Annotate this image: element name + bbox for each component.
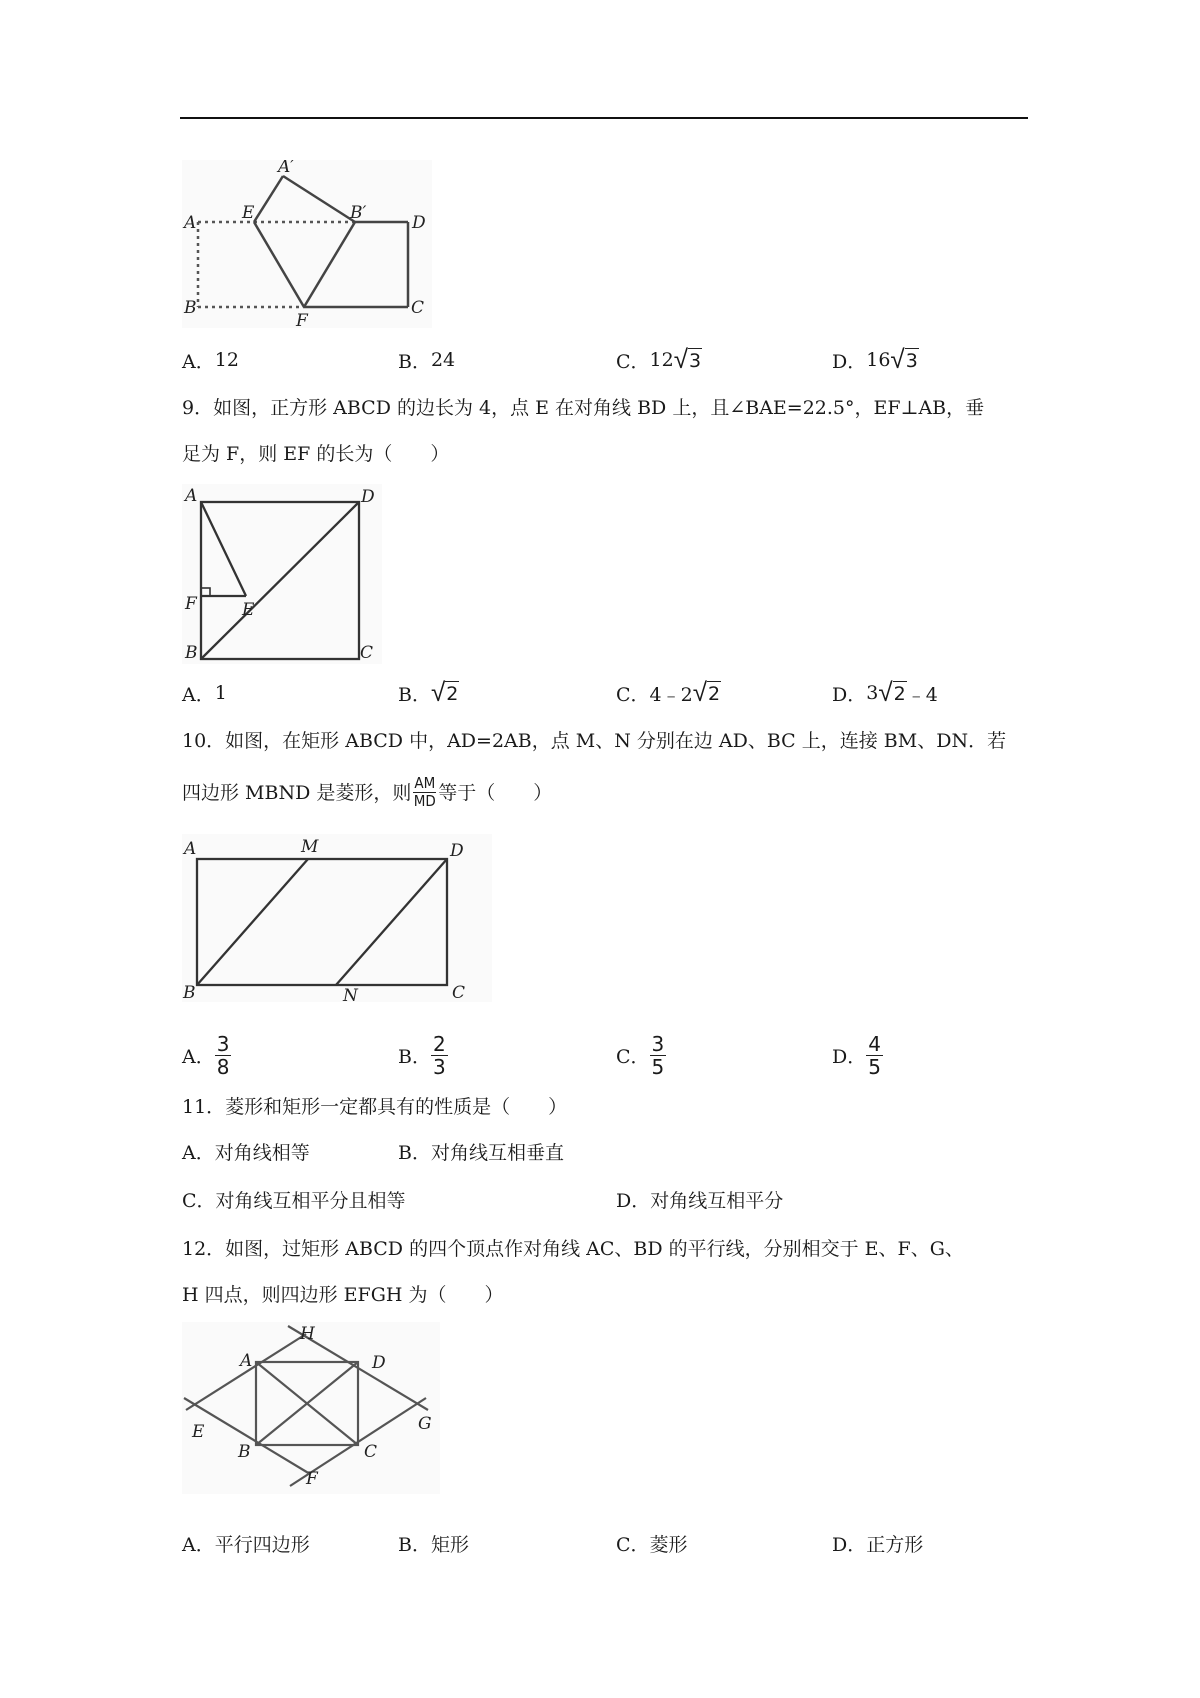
q10-figure <box>182 834 492 1002</box>
radicand: 3 <box>905 350 918 372</box>
q10-figure-svg <box>182 834 492 1002</box>
q9-stem-line2: 足为 F，则 EF 的长为（ ） <box>182 443 450 465</box>
q8-label-a1: A′ <box>278 160 295 177</box>
option-letter: B． <box>398 1533 431 1556</box>
option-letter: B． <box>398 1045 431 1068</box>
q10-label-n: N <box>343 986 358 1002</box>
option-letter: D． <box>832 1533 867 1556</box>
q9-stem-line1: 9．如图，正方形 ABCD 的边长为 4，点 E 在对角线 BD 上，且∠BAE=22.5°，EF⊥AB，垂 <box>182 397 985 419</box>
coefficient: 3 <box>866 682 879 704</box>
q12-label-d: D <box>372 1353 386 1373</box>
option-letter: B． <box>398 350 431 373</box>
option-fraction <box>866 1033 883 1078</box>
radical-sign: √ <box>692 678 708 708</box>
q8-option-a <box>182 336 239 384</box>
coefficient: 4﹣2 <box>649 683 693 706</box>
sqrt-expression <box>674 347 702 373</box>
fraction-denominator: 5 <box>651 1054 665 1079</box>
option-letter: C． <box>616 1045 650 1068</box>
option-value: 1 <box>214 682 227 704</box>
q12-label-c: C <box>364 1442 378 1462</box>
q8-option-d <box>832 336 919 384</box>
q8-label-b1: B′ <box>350 203 367 223</box>
option-text: 菱形 <box>649 1533 688 1556</box>
q10-option-c <box>616 1026 666 1084</box>
q10-label-d: D <box>450 841 464 861</box>
q8-label-d: D <box>412 213 426 233</box>
radicand: 2 <box>893 683 906 705</box>
q12-label-b: B <box>238 1442 251 1462</box>
q9-option-a <box>182 669 227 717</box>
q12-stem-line2: H 四点，则四边形 EFGH 为（ ） <box>182 1284 504 1306</box>
option-math <box>431 680 459 706</box>
radicand: 2 <box>446 683 459 705</box>
fraction-denominator: MD <box>413 792 436 810</box>
sqrt-expression <box>431 680 459 706</box>
q10-label-c: C <box>452 983 466 1002</box>
option-letter: A． <box>182 1045 215 1068</box>
q11-stem: 11．菱形和矩形一定都具有的性质是（ ） <box>182 1096 568 1118</box>
q10-stem-text: 四边形 MBND 是菱形，则 <box>182 781 412 804</box>
fraction-denominator: 8 <box>216 1054 230 1079</box>
q10-option-d <box>832 1026 883 1084</box>
q9-label-c: C <box>360 643 374 663</box>
q10-label-a: A <box>184 839 197 859</box>
option-letter: B． <box>398 683 431 706</box>
option-letter: A． <box>182 350 215 373</box>
q11-option-d: D．对角线互相平分 <box>616 1190 784 1212</box>
coefficient: 16 <box>866 349 891 371</box>
radical-sign: √ <box>430 678 446 708</box>
q12-label-g: G <box>418 1414 432 1434</box>
q8-label-e: E <box>242 203 255 223</box>
header-rule <box>180 117 1028 119</box>
fraction-denominator: 3 <box>432 1054 446 1079</box>
q11-option-b: B．对角线互相垂直 <box>398 1142 564 1164</box>
radical-sign: √ <box>673 345 689 375</box>
option-letter: D． <box>832 683 867 706</box>
q12-option-c <box>616 1519 688 1567</box>
q9-options <box>182 669 1042 717</box>
radical-sign: √ <box>878 678 893 708</box>
option-letter: D． <box>832 350 867 373</box>
q9-label-e: E <box>242 600 255 620</box>
fraction-denominator: 5 <box>868 1054 881 1079</box>
q10-label-m: M <box>301 837 319 857</box>
q12-label-e: E <box>192 1422 205 1442</box>
fraction-numerator: AM <box>414 774 436 792</box>
q10-option-b <box>398 1026 448 1084</box>
q8-label-b: B <box>184 298 197 318</box>
q8-figure-svg <box>182 160 432 328</box>
q12-figure-svg <box>182 1322 440 1494</box>
option-text: 平行四边形 <box>214 1533 310 1556</box>
q8-options <box>182 336 1042 384</box>
option-math <box>866 680 938 707</box>
fraction-numerator: 2 <box>432 1031 446 1056</box>
option-fraction <box>650 1033 667 1078</box>
q12-label-a: A <box>240 1351 253 1371</box>
q9-label-d: D <box>361 487 375 507</box>
q10-ratio-fraction <box>413 775 436 810</box>
q12-option-d <box>832 1519 923 1567</box>
option-letter: C． <box>616 350 650 373</box>
sqrt-expression <box>878 680 906 706</box>
q9-figure <box>182 484 382 664</box>
coefficient: 12 <box>649 349 674 371</box>
q12-option-b <box>398 1519 469 1567</box>
q9-option-b <box>398 669 459 717</box>
q11-option-c: C．对角线互相平分且相等 <box>182 1190 406 1212</box>
option-letter: C． <box>616 683 650 706</box>
option-letter: A． <box>182 683 215 706</box>
q12-option-a <box>182 1519 310 1567</box>
q12-label-f: F <box>306 1469 318 1489</box>
suffix: ﹣4 <box>906 683 938 706</box>
sqrt-expression <box>693 680 721 706</box>
q10-options <box>182 1026 1042 1084</box>
q12-label-h: H <box>300 1324 315 1344</box>
option-letter: A． <box>182 1533 215 1556</box>
q10-stem-line1: 10．如图，在矩形 ABCD 中，AD=2AB，点 M、N 分别在边 AD、BC 上，连接 BM、DN．若 <box>182 730 1007 752</box>
option-value: 12 <box>214 349 239 371</box>
radical-sign: √ <box>890 345 905 375</box>
option-letter: D． <box>832 1045 867 1068</box>
q12-options <box>182 1519 1042 1567</box>
q8-figure <box>182 160 432 328</box>
q8-label-f: F <box>296 311 308 328</box>
option-math <box>650 347 703 373</box>
q8-label-c: C <box>411 298 425 318</box>
q8-option-b <box>398 336 455 384</box>
q12-stem-line1: 12．如图，过矩形 ABCD 的四个顶点作对角线 AC、BD 的平行线，分别相交于 E、F、G、 <box>182 1238 964 1260</box>
option-letter: C． <box>616 1533 650 1556</box>
q10-stem-suffix: 等于（ ） <box>438 781 553 804</box>
option-text: 矩形 <box>430 1533 469 1556</box>
option-fraction <box>215 1033 232 1078</box>
sqrt-expression <box>890 347 918 373</box>
q10-label-b: B <box>183 983 196 1002</box>
q9-label-b: B <box>185 643 198 663</box>
q11-option-a: A．对角线相等 <box>182 1142 310 1164</box>
fraction-numerator: 3 <box>651 1031 665 1056</box>
option-fraction <box>431 1033 448 1078</box>
q9-figure-svg <box>182 484 382 664</box>
option-value: 24 <box>430 349 456 371</box>
q9-label-f: F <box>185 594 197 614</box>
q8-option-c <box>616 336 702 384</box>
option-text: 正方形 <box>866 1533 924 1556</box>
option-math <box>650 680 722 707</box>
fraction-numerator: 4 <box>868 1031 881 1056</box>
q10-stem-line2 <box>182 775 552 810</box>
option-math <box>866 347 919 373</box>
q9-label-a: A <box>185 486 198 506</box>
q9-option-c <box>616 669 721 717</box>
q8-label-a: A <box>184 213 197 233</box>
q10-option-a <box>182 1026 231 1084</box>
q9-option-d <box>832 669 938 717</box>
radicand: 3 <box>689 350 702 372</box>
radicand: 2 <box>708 683 721 705</box>
q12-figure <box>182 1322 440 1494</box>
fraction-numerator: 3 <box>216 1031 230 1056</box>
